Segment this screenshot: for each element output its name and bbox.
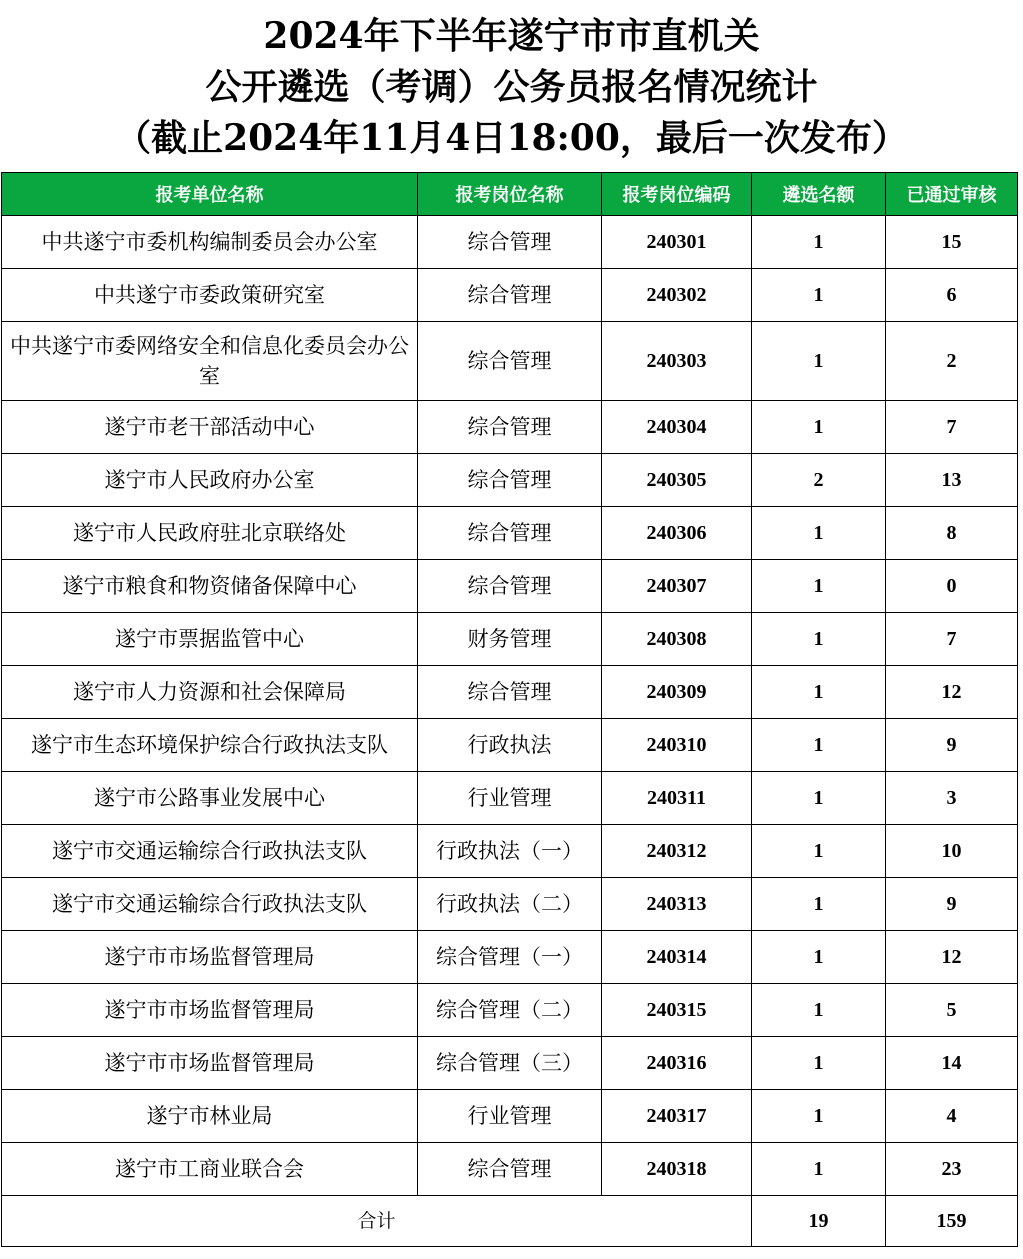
table-header-row [2, 173, 1018, 216]
approved-cell: 3 [886, 772, 1018, 825]
code-cell: 240313 [602, 878, 752, 931]
unit-cell: 遂宁市工商业联合会 [2, 1143, 418, 1196]
post-cell: 财务管理 [418, 613, 602, 666]
table-body [2, 216, 1018, 1247]
post-cell: 综合管理 [418, 666, 602, 719]
quota-cell: 2 [752, 454, 886, 507]
unit-cell: 遂宁市票据监管中心 [2, 613, 418, 666]
header-quota: 遴选名额 [752, 173, 886, 216]
approved-cell: 9 [886, 878, 1018, 931]
code-cell: 240314 [602, 931, 752, 984]
post-cell: 综合管理 [418, 322, 602, 401]
unit-cell: 中共遂宁市委网络安全和信息化委员会办公室 [2, 322, 418, 401]
approved-cell: 13 [886, 454, 1018, 507]
code-cell: 240305 [602, 454, 752, 507]
table-row [2, 269, 1018, 322]
post-cell: 行政执法（一） [418, 825, 602, 878]
approved-cell: 10 [886, 825, 1018, 878]
approved-cell: 7 [886, 401, 1018, 454]
quota-cell: 1 [752, 878, 886, 931]
post-cell: 行业管理 [418, 1090, 602, 1143]
code-cell: 240304 [602, 401, 752, 454]
table-row [2, 560, 1018, 613]
post-cell: 综合管理 [418, 216, 602, 269]
post-cell: 综合管理 [418, 1143, 602, 1196]
unit-cell: 遂宁市人力资源和社会保障局 [2, 666, 418, 719]
table-row [2, 401, 1018, 454]
post-cell: 综合管理（三） [418, 1037, 602, 1090]
quota-cell: 1 [752, 401, 886, 454]
unit-cell: 中共遂宁市委政策研究室 [2, 269, 418, 322]
table-row [2, 1037, 1018, 1090]
registration-table [1, 172, 1018, 1247]
quota-cell: 1 [752, 1090, 886, 1143]
header-unit: 报考单位名称 [2, 173, 418, 216]
unit-cell: 遂宁市交通运输综合行政执法支队 [2, 825, 418, 878]
unit-cell: 遂宁市老干部活动中心 [2, 401, 418, 454]
quota-cell: 1 [752, 666, 886, 719]
table-row [2, 931, 1018, 984]
code-cell: 240310 [602, 719, 752, 772]
code-cell: 240307 [602, 560, 752, 613]
approved-cell: 8 [886, 507, 1018, 560]
code-cell: 240306 [602, 507, 752, 560]
post-cell: 综合管理 [418, 401, 602, 454]
table-row [2, 613, 1018, 666]
table-row [2, 984, 1018, 1037]
page-subtitle: 公开遴选（考调）公务员报名情况统计 [205, 66, 818, 108]
unit-cell: 遂宁市林业局 [2, 1090, 418, 1143]
quota-cell: 1 [752, 772, 886, 825]
code-cell: 240302 [602, 269, 752, 322]
page-title: 2024年下半年遂宁市市直机关 [263, 15, 760, 57]
quota-cell: 1 [752, 825, 886, 878]
total-label: 合计 [2, 1196, 752, 1247]
quota-cell: 1 [752, 560, 886, 613]
post-cell: 综合管理 [418, 560, 602, 613]
post-cell: 行政执法（二） [418, 878, 602, 931]
post-cell: 综合管理（二） [418, 984, 602, 1037]
code-cell: 240308 [602, 613, 752, 666]
unit-cell: 遂宁市市场监督管理局 [2, 931, 418, 984]
unit-cell: 遂宁市公路事业发展中心 [2, 772, 418, 825]
table-row [2, 216, 1018, 269]
approved-cell: 12 [886, 931, 1018, 984]
table-row [2, 825, 1018, 878]
code-cell: 240311 [602, 772, 752, 825]
code-cell: 240316 [602, 1037, 752, 1090]
approved-cell: 12 [886, 666, 1018, 719]
unit-cell: 遂宁市粮食和物资储备保障中心 [2, 560, 418, 613]
post-cell: 综合管理 [418, 507, 602, 560]
post-cell: 综合管理 [418, 269, 602, 322]
table-row [2, 507, 1018, 560]
approved-cell: 4 [886, 1090, 1018, 1143]
table-row [2, 454, 1018, 507]
approved-cell: 9 [886, 719, 1018, 772]
total-approved: 159 [886, 1196, 1018, 1247]
approved-cell: 14 [886, 1037, 1018, 1090]
unit-cell: 中共遂宁市委机构编制委员会办公室 [2, 216, 418, 269]
unit-cell: 遂宁市人民政府驻北京联络处 [2, 507, 418, 560]
approved-cell: 2 [886, 322, 1018, 401]
post-cell: 行政执法 [418, 719, 602, 772]
table-row [2, 666, 1018, 719]
header-post: 报考岗位名称 [418, 173, 602, 216]
table-row [2, 772, 1018, 825]
total-row [2, 1196, 1018, 1247]
post-cell: 行业管理 [418, 772, 602, 825]
total-quota: 19 [752, 1196, 886, 1247]
cutoff-note: （截止2024年11月4日18:00，最后一次发布） [115, 117, 908, 159]
approved-cell: 7 [886, 613, 1018, 666]
unit-cell: 遂宁市人民政府办公室 [2, 454, 418, 507]
quota-cell: 1 [752, 269, 886, 322]
approved-cell: 0 [886, 560, 1018, 613]
code-cell: 240312 [602, 825, 752, 878]
unit-cell: 遂宁市生态环境保护综合行政执法支队 [2, 719, 418, 772]
quota-cell: 1 [752, 931, 886, 984]
approved-cell: 15 [886, 216, 1018, 269]
unit-cell: 遂宁市市场监督管理局 [2, 1037, 418, 1090]
table-row [2, 719, 1018, 772]
quota-cell: 1 [752, 1143, 886, 1196]
code-cell: 240315 [602, 984, 752, 1037]
table-row [2, 878, 1018, 931]
code-cell: 240309 [602, 666, 752, 719]
quota-cell: 1 [752, 613, 886, 666]
post-cell: 综合管理（一） [418, 931, 602, 984]
code-cell: 240318 [602, 1143, 752, 1196]
quota-cell: 1 [752, 1037, 886, 1090]
post-cell: 综合管理 [418, 454, 602, 507]
table-row [2, 322, 1018, 401]
unit-cell: 遂宁市交通运输综合行政执法支队 [2, 878, 418, 931]
table-row [2, 1143, 1018, 1196]
quota-cell: 1 [752, 507, 886, 560]
quota-cell: 1 [752, 322, 886, 401]
unit-cell: 遂宁市市场监督管理局 [2, 984, 418, 1037]
approved-cell: 23 [886, 1143, 1018, 1196]
code-cell: 240303 [602, 322, 752, 401]
quota-cell: 1 [752, 216, 886, 269]
table-row [2, 1090, 1018, 1143]
code-cell: 240301 [602, 216, 752, 269]
header-approved: 已通过审核 [886, 173, 1018, 216]
code-cell: 240317 [602, 1090, 752, 1143]
quota-cell: 1 [752, 984, 886, 1037]
approved-cell: 5 [886, 984, 1018, 1037]
quota-cell: 1 [752, 719, 886, 772]
approved-cell: 6 [886, 269, 1018, 322]
header-code: 报考岗位编码 [602, 173, 752, 216]
